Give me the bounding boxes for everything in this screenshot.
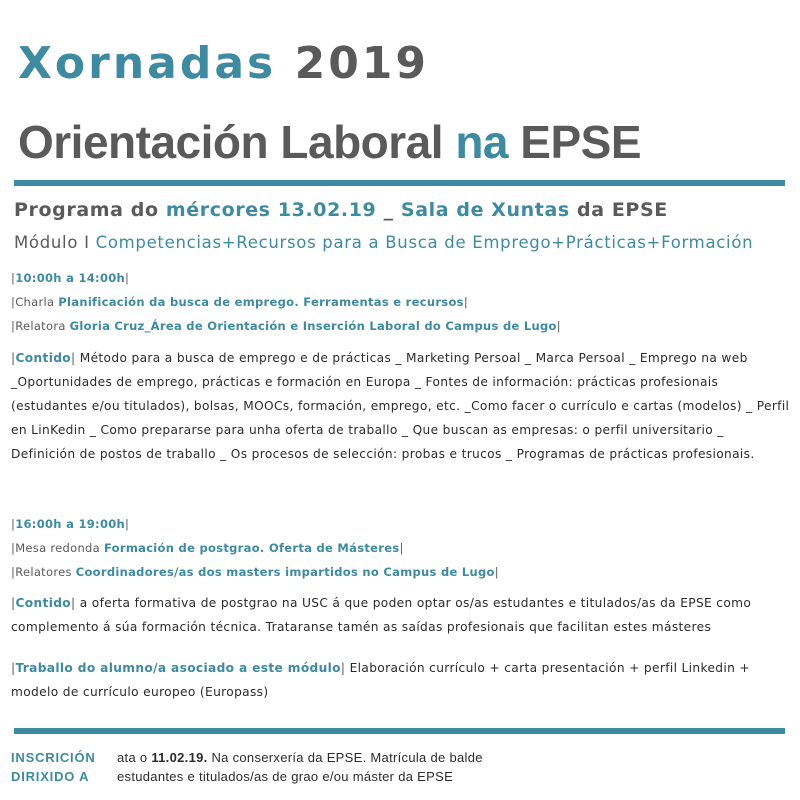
page-subtitle — [18, 114, 641, 170]
program-suffix: da EPSE — [577, 199, 668, 221]
module-label: Módulo I — [14, 233, 90, 252]
audience-text: estudantes e titulados/as de grao e/ou máster da EPSE — [117, 769, 454, 784]
session2-content: |Contido| a oferta formativa de postgrao na USC á que poden optar os/as estudantes e titulados/as da EPSE como complemento á súa formación técnica. Trataranse tamén as saídas profesionais que facilitan estes másteres — [11, 596, 752, 634]
session2-talk-line: |Mesa redonda Formación de postgrao. Oferta de Másteres| — [11, 541, 404, 555]
bottom-divider — [14, 728, 785, 734]
session2-content-text: a oferta formativa de postgrao na USC á que poden optar os/as estudantes e titulados/as da EPSE como complemento á súa formación técnica. Trataranse tamén as saídas profesionais que facilitan estes másteres — [11, 596, 752, 634]
title-xornadas: Xornadas — [18, 38, 277, 89]
work-label: Traballo do alumno/a asociado a este módulo — [15, 661, 341, 675]
session2-time-line: |16:00h a 19:00h| — [11, 517, 130, 531]
module-title: Competencias+Recursos para a Busca de Emprego+Prácticas+Formación — [95, 233, 754, 252]
inscription-prefix: ata o — [117, 750, 148, 765]
subtitle-na: na — [455, 116, 508, 168]
session2-type-label: Mesa redonda — [15, 541, 101, 555]
session1-type-label: Charla — [15, 295, 55, 309]
session1-speaker-line: |Relatora Gloria Cruz_Área de Orientación e Inserción Laboral do Campus de Lugo| — [11, 319, 561, 333]
session1-content: |Contido| Método para a busca de emprego e de prácticas _ Marketing Persoal _ Marca Persoal _ Emprego na web _Oportunidades de emprego, prácticas e formación en Europa _ Fontes de información: prácticas profesionais (estudantes e/ou titulados), bolsas, MOOCs, formación, emprego, etc. _Como facer o currículo e cartas (modelos) _ Perfil en LinKedin _ Como prepararse para unha oferta de traballo _ Que buscan as empresas: o perfil universitario _ Definición de postos de traballo _ Os procesos de selección: probas e trucos _ Programas de prácticas profesionais. — [11, 351, 790, 461]
subtitle-epse: EPSE — [520, 116, 642, 168]
inscription-text — [117, 750, 483, 765]
program-separator: _ — [383, 199, 394, 221]
session1-speaker: Gloria Cruz_Área de Orientación e Inserción Laboral do Campus de Lugo — [69, 319, 557, 333]
session2-speaker-label: Relatores — [15, 565, 72, 579]
subtitle-orientacion: Orientación Laboral — [18, 116, 444, 168]
title-year: 2019 — [294, 38, 430, 89]
session1-talk-line: |Charla Planificación da busca de emprego. Ferramentas e recursos| — [11, 295, 468, 309]
session1-time: 10:00h a 14:00h — [15, 271, 126, 285]
work-block: |Traballo do alumno/a asociado a este módulo| Elaboración currículo + carta presentación + perfil Linkedin + modelo de currículo europeo (Europass) — [11, 661, 750, 699]
inscription-label: INSCRICIÓN — [11, 750, 96, 765]
session1-content-text: Método para a busca de emprego e de prácticas _ Marketing Persoal _ Marca Persoal _ Emprego na web _Oportunidades de emprego, prácticas e formación en Europa _ Fontes de información: prácticas profesionais (estudantes e/ou titulados), bolsas, MOOCs, formación, emprego, etc. _Como facer o currículo e cartas (modelos) _ Perfil en LinKedin _ Como prepararse para unha oferta de traballo _ Que buscan as empresas: o perfil universitario _ Definición de postos de traballo _ Os procesos de selección: probas e trucos _ Programas de prácticas profesionais. — [11, 351, 790, 461]
top-divider — [14, 180, 785, 186]
session2-speaker: Coordinadores/as dos masters impartidos no Campus de Lugo — [75, 565, 495, 579]
program-date: mércores 13.02.19 — [165, 199, 377, 221]
session2-talk: Formación de postgrao. Oferta de Másteres — [103, 541, 400, 555]
page-title — [18, 36, 429, 92]
inscription-date: 11.02.19. — [151, 750, 208, 765]
work-text: Elaboración currículo + carta presentación + perfil Linkedin + modelo de currículo europeo (Europass) — [11, 661, 750, 699]
session1-content-label: Contido — [15, 351, 72, 365]
session2-content-label: Contido — [15, 596, 72, 610]
module-line — [14, 233, 753, 252]
program-prefix: Programa do — [14, 199, 159, 221]
program-room: Sala de Xuntas — [400, 199, 570, 221]
session1-talk: Planificación da busca de emprego. Ferramentas e recursos — [58, 295, 464, 309]
session2-time: 16:00h a 19:00h — [15, 517, 126, 531]
session2-speaker-line: |Relatores Coordinadores/as dos masters impartidos no Campus de Lugo| — [11, 565, 499, 579]
inscription-rest: Na conserxería da EPSE. Matrícula de balde — [211, 750, 483, 765]
session1-time-line: |10:00h a 14:00h| — [11, 271, 130, 285]
audience-label: DIRIXIDO A — [11, 769, 90, 784]
program-line — [14, 199, 668, 221]
session1-speaker-label: Relatora — [15, 319, 66, 333]
